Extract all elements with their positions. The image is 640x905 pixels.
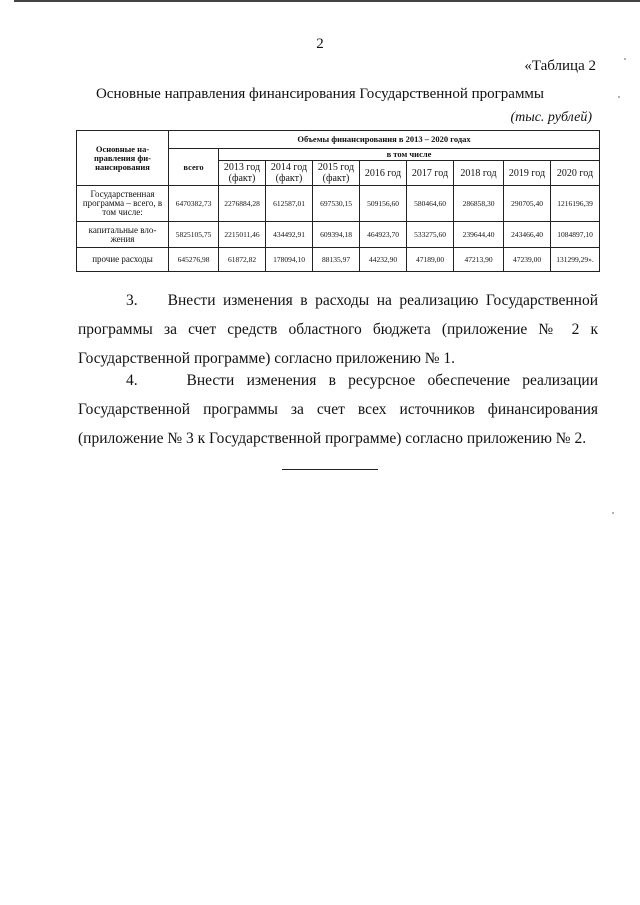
cell-value: 2276884,28	[219, 186, 266, 222]
cell-value: 1084897,10	[551, 222, 600, 248]
cell-total: 645276,98	[169, 248, 219, 272]
scan-speck	[618, 96, 620, 98]
units-label: (тыс. рублей)	[510, 110, 592, 125]
cell-value: 47189,00	[407, 248, 454, 272]
cell-value: 580464,60	[407, 186, 454, 222]
top-border-line	[14, 0, 640, 2]
header-year: 2019 год	[504, 161, 551, 186]
cell-value: 47239,00	[504, 248, 551, 272]
header-year: 2017 год	[407, 161, 454, 186]
cell-value: 434492,91	[266, 222, 313, 248]
header-volumes: Объемы финансирования в 2013 – 2020 годах	[169, 131, 600, 149]
paragraph-3-text: Внести изменения в расходы на реализацию Государственной программы за счет средств областного бюджета (приложение № 2 к Государственной программе) согласно приложению № 1.	[78, 292, 599, 367]
cell-value: 609394,18	[313, 222, 360, 248]
table-heading: Основные направления финансирования Государственной программы	[95, 86, 545, 102]
header-year: 2016 год	[360, 161, 407, 186]
page-number: 2	[316, 36, 324, 52]
scan-speck	[624, 58, 626, 60]
cell-value: 243466,40	[504, 222, 551, 248]
cell-total: 5825105,75	[169, 222, 219, 248]
header-year: 2020 год	[551, 161, 600, 186]
cell-value: 47213,90	[454, 248, 504, 272]
cell-value: 1216196,39	[551, 186, 600, 222]
cell-value: 290705,40	[504, 186, 551, 222]
paragraph-3	[78, 286, 598, 373]
header-year: 2014 год (факт)	[266, 161, 313, 186]
header-year: 2013 год (факт)	[219, 161, 266, 186]
row-label: Государственная программа – всего, в том числе:	[77, 186, 169, 222]
table-caption: «Таблица 2	[524, 58, 596, 74]
financing-table	[76, 130, 600, 272]
cell-value: 286858,30	[454, 186, 504, 222]
cell-value: 88135,97	[313, 248, 360, 272]
table-row	[77, 248, 600, 272]
header-year: 2015 год (факт)	[313, 161, 360, 186]
cell-value: 44232,90	[360, 248, 407, 272]
paragraph-4-text: Внести изменения в ресурсное обеспечение реализации Государственной программы за счет всех источников финансирования (приложение № 3 к Государственной программе) согласно приложению № 2.	[78, 372, 598, 447]
paragraph-4-number: 4.	[126, 372, 138, 389]
cell-value: 533275,60	[407, 222, 454, 248]
closing-line	[282, 469, 378, 470]
cell-value: 2215011,46	[219, 222, 266, 248]
header-total: всего	[169, 149, 219, 186]
header-including: в том числе	[219, 149, 600, 161]
table-row	[77, 222, 600, 248]
paragraph-3-number: 3.	[126, 292, 138, 309]
cell-value: 509156,60	[360, 186, 407, 222]
cell-value: 131299,29».	[551, 248, 600, 272]
cell-total: 6470382,73	[169, 186, 219, 222]
paragraph-4	[78, 366, 598, 453]
row-label: капитальные вло-жения	[77, 222, 169, 248]
cell-value: 178094,10	[266, 248, 313, 272]
cell-value: 697530,15	[313, 186, 360, 222]
scan-speck	[612, 512, 614, 514]
table-row	[77, 186, 600, 222]
cell-value: 612587,01	[266, 186, 313, 222]
cell-value: 61872,82	[219, 248, 266, 272]
cell-value: 464923,70	[360, 222, 407, 248]
header-year: 2018 год	[454, 161, 504, 186]
header-directions: Основные на-правления фи-нансирования	[77, 131, 169, 186]
row-label: прочие расходы	[77, 248, 169, 272]
cell-value: 239644,40	[454, 222, 504, 248]
